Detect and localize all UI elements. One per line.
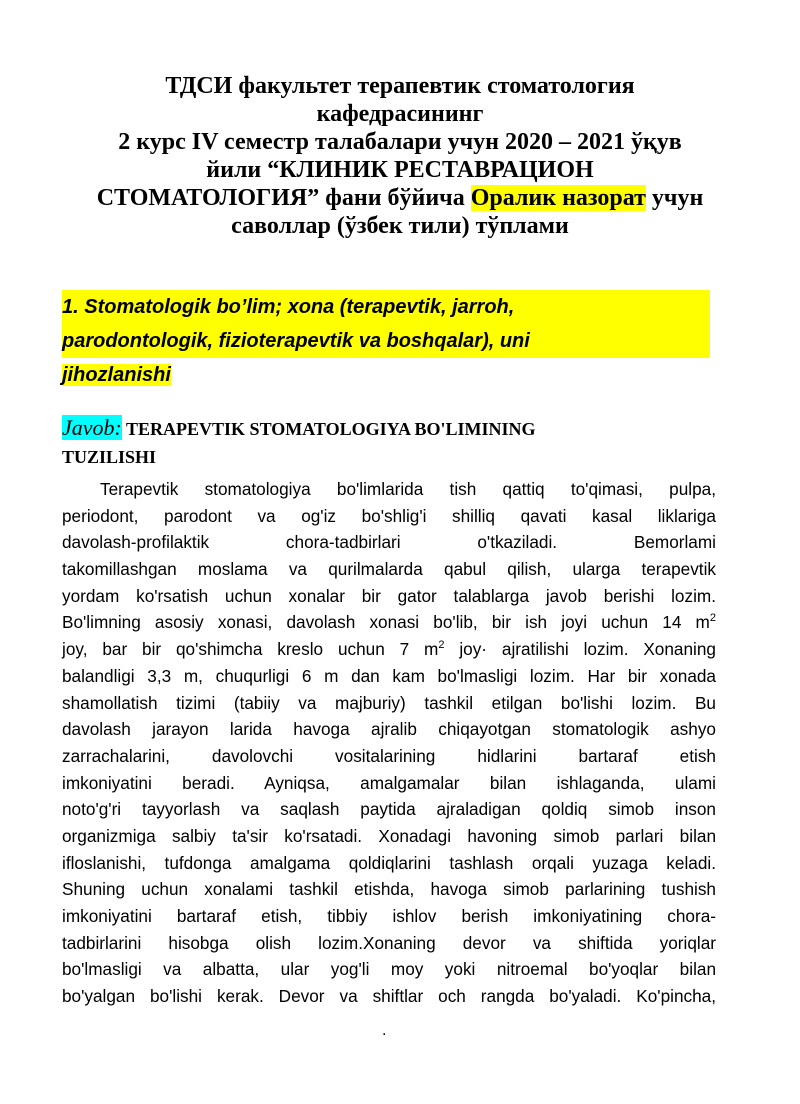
document-title xyxy=(62,72,738,240)
body-line: zarrachalarini, davolovchi vositalarining hidlarini bartaraf etish xyxy=(62,745,716,766)
question-line xyxy=(62,290,738,324)
body-line: takomillashgan moslama va qurilmalarda qabul qilish, ularga terapevtik xyxy=(62,559,716,580)
body-line: bo'lmasligi va albatta, ular yog'li moy yoki nitroemal bo'yoqlar bilan xyxy=(62,959,716,980)
body-line: shamollatish tizimi (tabiiy va majburiy) tashkil etilgan bo'lishi lozim. Bu xyxy=(62,692,716,713)
body-line: Shuning uchun xonalami tashkil etishda, havoga simob parlarining tushish xyxy=(62,879,716,900)
superscript: 2 xyxy=(438,639,445,652)
body-line: imkoniyatini bartaraf etish, tibbiy ishlov berish imkoniyatining chora- xyxy=(62,906,716,926)
body-line: periodont, parodont va og'iz bo'shlig'i shilliq qavati kasal liklariga xyxy=(62,505,716,526)
title-line: 2 курс IV семестр талабалари учун 2020 – 2021 ўқув xyxy=(118,129,682,155)
body-line: Terapevtik stomatologiya bo'limlarida tish qattiq to'qimasi, pulpa, xyxy=(100,479,716,499)
body-text: joy, bar bir qo'shimcha kreslo uchun 7 m xyxy=(62,639,439,660)
title-line xyxy=(62,184,738,212)
question-text: parodontologik, fizioterapevtik va boshqalar), uni xyxy=(62,324,710,358)
answer-heading xyxy=(62,415,738,470)
body-line: noto'g'ri tayyorlash va saqlash paytida ajraladigan qoldiq simob inson xyxy=(62,799,716,820)
body-line: organizmiga salbiy ta'sir ko'rsatadi. Xonadagi havoning simob parlari bilan xyxy=(62,825,716,846)
question-text: 1. Stomatologik bo’lim; xona (terapevtik, jarroh, xyxy=(62,290,710,324)
body-line: imkoniyatini beradi. Ayniqsa, amalgamalar bilan ishlaganda, ulami xyxy=(62,772,716,793)
title-line: саволлар (ўзбек тили) тўплами xyxy=(231,213,569,239)
body-line xyxy=(62,609,716,636)
page-marker: . xyxy=(382,1022,387,1039)
question-text: jihozlanishi xyxy=(62,364,171,386)
body-text: joy· ajratilishi lozim. Xonaning xyxy=(444,639,716,660)
answer-heading-text: TERAPEVTIK STOMATOLOGIYA BO'LIMINING xyxy=(121,419,536,439)
body-paragraph xyxy=(62,476,716,1010)
title-line: кафедрасининг xyxy=(316,101,484,127)
body-line: yordam ko'rsatish uchun xonalar bir gator talablarga javob berishi lozim. xyxy=(62,585,716,606)
body-line xyxy=(62,636,716,663)
answer-heading-text: TUZILISHI xyxy=(62,447,157,467)
question-line xyxy=(62,358,738,392)
body-text: Bo'limning asosiy xonasi, davolash xonasi bo'lib, bir ish joyi uchun 14 m xyxy=(62,612,710,633)
title-line: ТДСИ факультет терапевтик стоматология xyxy=(165,73,635,99)
body-line: davolash jarayon larida havoga ajralib chiqayotgan stomatologik ashyo xyxy=(62,719,716,740)
answer-label: Javob: xyxy=(62,415,122,440)
title-text: учун xyxy=(645,185,704,211)
title-line: йили “КЛИНИК РЕСТАВРАЦИОН xyxy=(206,157,594,183)
body-line: tadbirlarini hisobga olish lozim.Xonaning devor va shiftida yoriqlar xyxy=(62,932,716,953)
body-line: balandligi 3,3 m, chuqurligi 6 m dan kam bo'lmasligi lozim. Har bir xonada xyxy=(62,665,716,686)
question-heading xyxy=(62,290,738,392)
title-text: СТОМАТОЛОГИЯ” фани бўйича xyxy=(96,185,471,211)
body-line: davolash-profilaktik chora-tadbirlari o'tkaziladi. Bemorlami xyxy=(62,532,716,553)
superscript: 2 xyxy=(709,612,716,625)
question-line xyxy=(62,324,738,358)
body-line: bo'yalgan bo'lishi kerak. Devor va shiftlar och rangda bo'yaladi. Ko'pincha, xyxy=(62,986,716,1007)
highlighted-exam-type: Оралик назорат xyxy=(470,185,646,211)
body-line: ifloslanishi, tufdonga amalgama qoldiqlarini tashlash orqali yuzaga keladi. xyxy=(62,852,716,873)
